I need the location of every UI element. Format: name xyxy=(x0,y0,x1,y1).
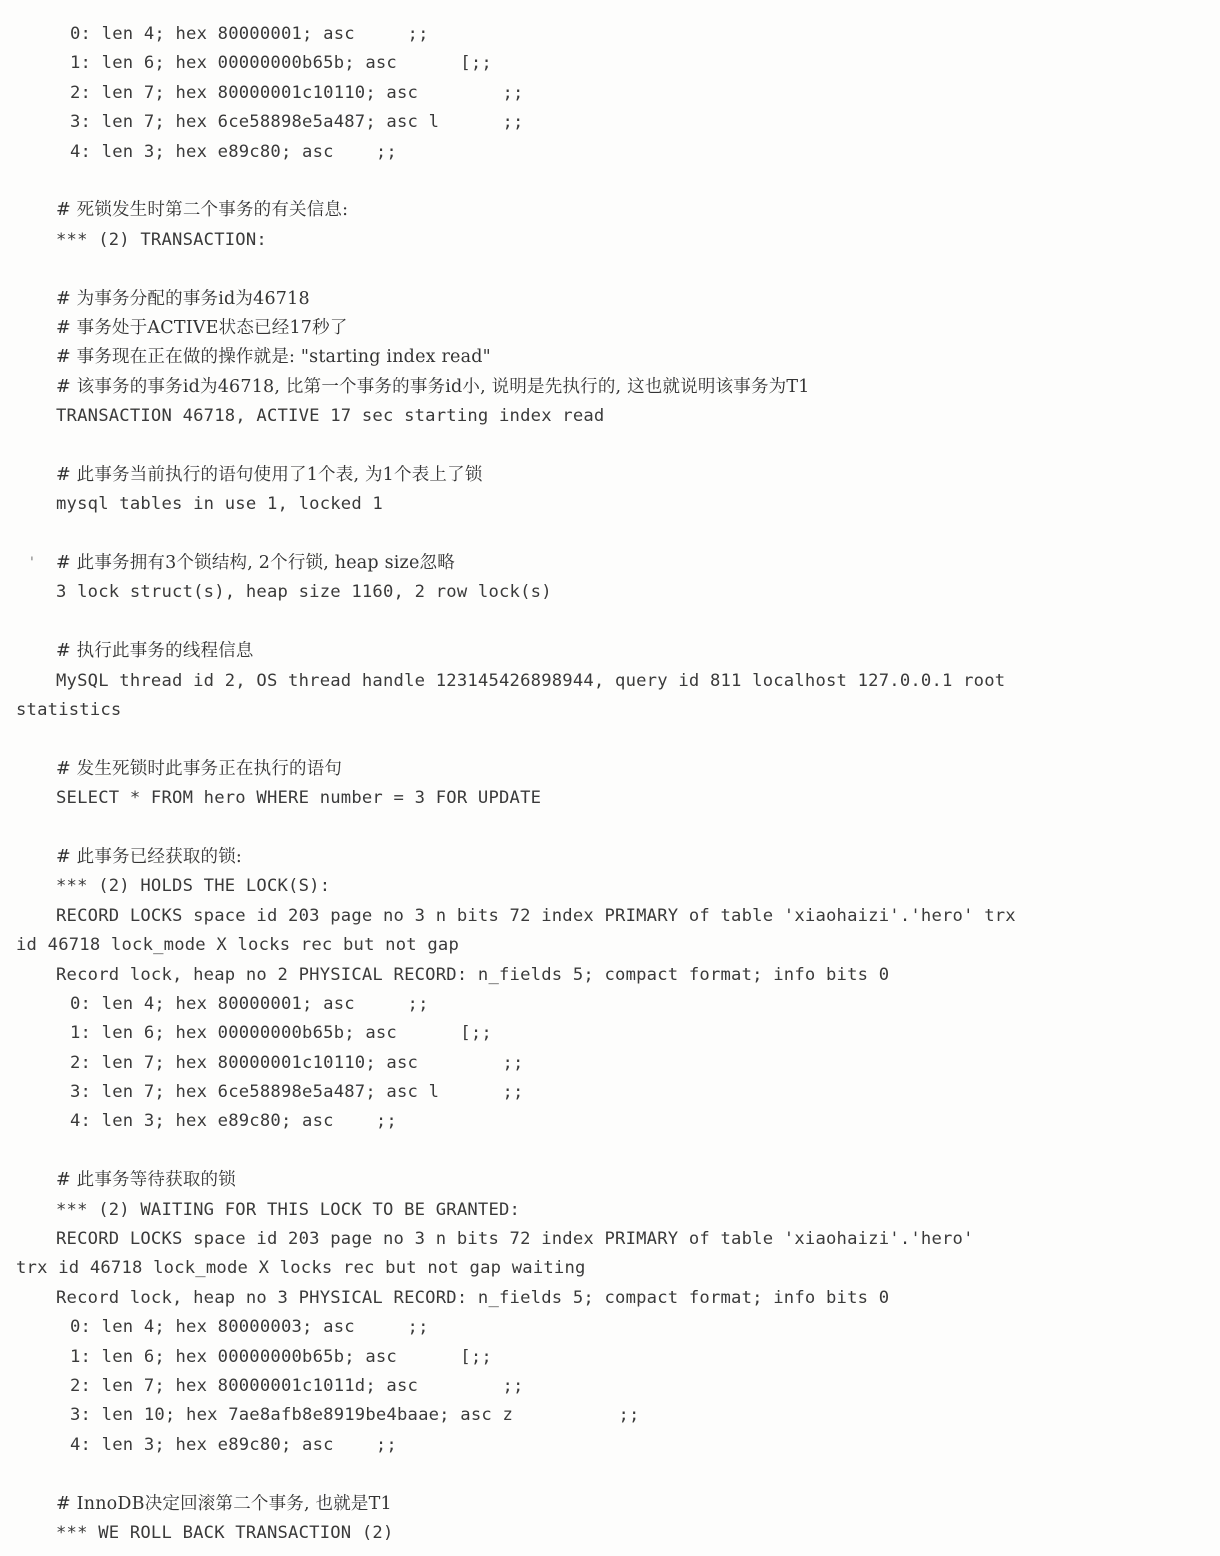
code-text: 4: len 3; hex e89c80; asc ;; xyxy=(70,141,397,162)
code-text: 2: len 7; hex 80000001c1011d; asc ;; xyxy=(70,1375,524,1396)
code-line xyxy=(0,20,1220,49)
code-line xyxy=(0,902,1220,931)
code-text: 2: len 7; hex 80000001c10110; asc ;; xyxy=(70,82,524,103)
comment-line xyxy=(0,843,1220,872)
code-line xyxy=(0,138,1220,167)
code-line xyxy=(0,1078,1220,1107)
code-line xyxy=(0,961,1220,990)
comment-text: # InnoDB决定回滚第二个事务, 也就是T1 xyxy=(56,1493,392,1514)
code-line xyxy=(0,1519,1220,1548)
blank-line xyxy=(0,520,1220,549)
comment-text: # 发生死锁时此事务正在执行的语句 xyxy=(56,758,343,779)
code-text: trx id 46718 lock_mode X locks rec but not gap waiting xyxy=(16,1258,586,1279)
comment-text: # 执行此事务的线程信息 xyxy=(56,641,254,662)
code-text: 4: len 3; hex e89c80; asc ;; xyxy=(70,1434,397,1455)
comment-text: # 死锁发生时第二个事务的有关信息: xyxy=(56,200,349,221)
code-text: 1: len 6; hex 00000000b65b; asc [;; xyxy=(70,1346,492,1367)
code-line xyxy=(0,1254,1220,1283)
code-text: 3: len 10; hex 7ae8afb8e8919be4baae; asc z ;; xyxy=(70,1405,640,1426)
blank-line xyxy=(0,608,1220,637)
comment-text: # 此事务等待获取的锁 xyxy=(56,1170,236,1191)
comment-line xyxy=(0,1166,1220,1195)
code-text: 3: len 7; hex 6ce58898e5a487; asc l ;; xyxy=(70,1082,524,1103)
code-line xyxy=(0,1049,1220,1078)
code-line xyxy=(0,667,1220,696)
blank-line xyxy=(0,1460,1220,1489)
code-line xyxy=(0,108,1220,137)
code-line xyxy=(0,1196,1220,1225)
comment-text: # 此事务拥有3个锁结构, 2个行锁, heap size忽略 xyxy=(56,553,455,574)
code-line xyxy=(0,578,1220,607)
code-line xyxy=(0,1401,1220,1430)
comment-line xyxy=(0,343,1220,372)
code-line xyxy=(0,1313,1220,1342)
comment-line xyxy=(0,285,1220,314)
comment-line xyxy=(0,314,1220,343)
code-text: 3 lock struct(s), heap size 1160, 2 row lock(s) xyxy=(56,582,552,603)
code-line xyxy=(0,872,1220,901)
code-text: 3: len 7; hex 6ce58898e5a487; asc l ;; xyxy=(70,112,524,133)
code-text: Record lock, heap no 2 PHYSICAL RECORD: n_fields 5; compact format; info bits 0 xyxy=(56,964,890,985)
code-text: statistics xyxy=(16,699,122,720)
code-line xyxy=(0,490,1220,519)
comment-line xyxy=(0,196,1220,225)
blank-line xyxy=(0,431,1220,460)
code-text: 0: len 4; hex 80000003; asc ;; xyxy=(70,1317,429,1338)
comment-text: # 事务现在正在做的操作就是: "starting index read" xyxy=(56,347,491,368)
comment-line xyxy=(0,373,1220,402)
blank-line xyxy=(0,1137,1220,1166)
comment-line xyxy=(0,1490,1220,1519)
code-text: id 46718 lock_mode X locks rec but not gap xyxy=(16,935,460,956)
code-text: MySQL thread id 2, OS thread handle 123145426898944, query id 811 localhost 127.0.0.1 root xyxy=(56,670,1006,691)
blank-line xyxy=(0,255,1220,284)
code-text: *** (2) WAITING FOR THIS LOCK TO BE GRANTED: xyxy=(56,1199,521,1220)
code-text: *** (2) HOLDS THE LOCK(S): xyxy=(56,876,331,897)
code-text: 4: len 3; hex e89c80; asc ;; xyxy=(70,1111,397,1132)
code-line xyxy=(0,402,1220,431)
blank-line xyxy=(0,814,1220,843)
comment-line xyxy=(0,461,1220,490)
comment-line xyxy=(0,637,1220,666)
code-line xyxy=(0,1372,1220,1401)
comment-line xyxy=(0,755,1220,784)
code-line xyxy=(0,49,1220,78)
code-line xyxy=(0,931,1220,960)
code-line xyxy=(0,696,1220,725)
code-line xyxy=(0,1019,1220,1048)
code-text: 2: len 7; hex 80000001c10110; asc ;; xyxy=(70,1052,524,1073)
code-text: TRANSACTION 46718, ACTIVE 17 sec starting index read xyxy=(56,406,605,427)
comment-text: # 事务处于ACTIVE状态已经17秒了 xyxy=(56,317,348,338)
code-text: RECORD LOCKS space id 203 page no 3 n bits 72 index PRIMARY of table 'xiaohaizi'.'hero' trx xyxy=(56,905,1016,926)
code-text: RECORD LOCKS space id 203 page no 3 n bits 72 index PRIMARY of table 'xiaohaizi'.'hero' xyxy=(56,1229,974,1250)
code-line xyxy=(0,990,1220,1019)
code-line xyxy=(0,1284,1220,1313)
blank-line xyxy=(0,167,1220,196)
code-text: 0: len 4; hex 80000001; asc ;; xyxy=(70,24,429,44)
code-line xyxy=(0,784,1220,813)
code-line xyxy=(0,79,1220,108)
code-line xyxy=(0,1343,1220,1372)
code-text: SELECT * FROM hero WHERE number = 3 FOR UPDATE xyxy=(56,788,542,809)
code-text: 0: len 4; hex 80000001; asc ;; xyxy=(70,993,429,1014)
code-text: Record lock, heap no 3 PHYSICAL RECORD: n_fields 5; compact format; info bits 0 xyxy=(56,1287,890,1308)
code-text: 1: len 6; hex 00000000b65b; asc [;; xyxy=(70,53,492,74)
code-text: mysql tables in use 1, locked 1 xyxy=(56,494,383,515)
code-line xyxy=(0,1107,1220,1136)
comment-text: # 该事务的事务id为46718, 比第一个事务的事务id小, 说明是先执行的, 这也就说明该事务为T1 xyxy=(56,376,810,397)
comment-text: # 此事务当前执行的语句使用了1个表, 为1个表上了锁 xyxy=(56,464,483,485)
code-line xyxy=(0,1431,1220,1460)
code-text: *** WE ROLL BACK TRANSACTION (2) xyxy=(56,1522,394,1543)
code-text: *** (2) TRANSACTION: xyxy=(56,229,267,250)
deadlock-log-block xyxy=(0,20,1220,1548)
comment-text: # 为事务分配的事务id为46718 xyxy=(56,288,310,309)
code-line xyxy=(0,226,1220,255)
stray-mark: ' xyxy=(30,555,35,572)
blank-line xyxy=(0,725,1220,754)
code-text: 1: len 6; hex 00000000b65b; asc [;; xyxy=(70,1023,492,1044)
code-line xyxy=(0,1225,1220,1254)
comment-text: # 此事务已经获取的锁: xyxy=(56,846,243,867)
comment-line xyxy=(0,549,1220,578)
